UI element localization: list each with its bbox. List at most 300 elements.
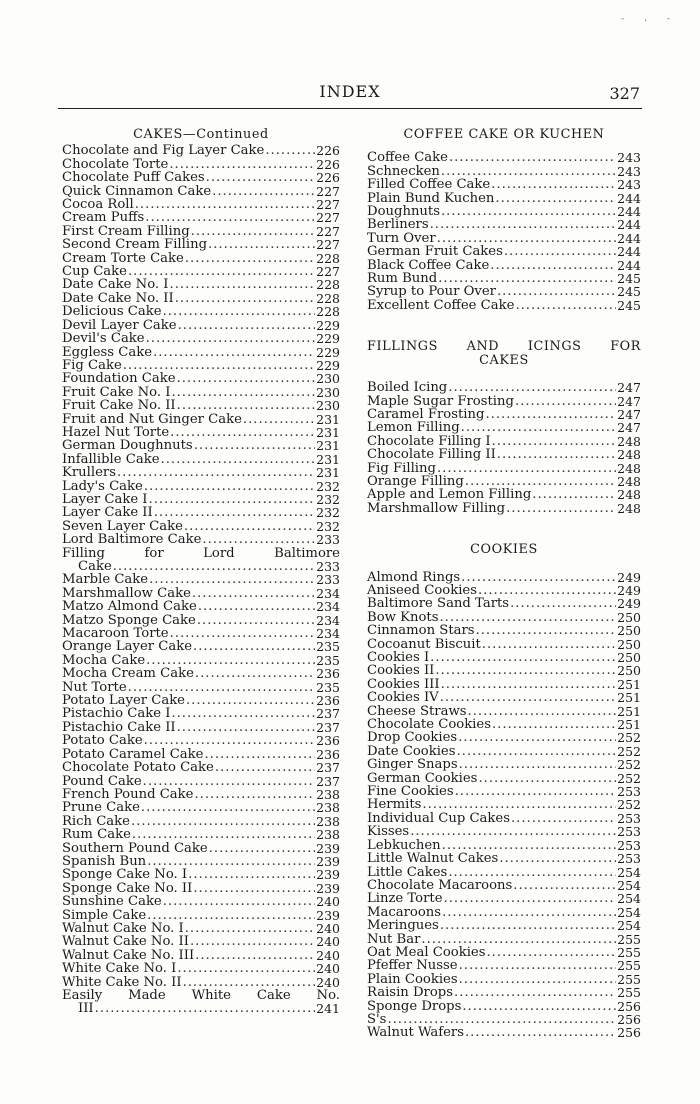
entry-name: Cream Puffs [62, 210, 145, 226]
leader-dots [190, 935, 315, 948]
leader-dots [487, 946, 617, 959]
entry-name: Date Cake No. I [62, 277, 169, 293]
leader-dots [171, 386, 315, 399]
entry-page: 235 [316, 652, 340, 668]
entry-page: 238 [316, 827, 340, 843]
coffee-cake-list [367, 151, 641, 312]
index-entry [62, 252, 340, 265]
index-entry [62, 922, 340, 935]
leader-dots [492, 435, 617, 448]
entry-page: 254 [617, 877, 641, 893]
entry-page: 240 [316, 947, 340, 963]
leader-dots [478, 584, 616, 597]
entry-page: 245 [617, 297, 641, 313]
entry-page: 248 [617, 473, 641, 489]
index-entry [62, 600, 340, 613]
right-column [367, 128, 641, 1040]
index-entry [62, 426, 340, 439]
index-entry [367, 973, 641, 986]
entry-name: Sponge Drops [367, 998, 462, 1014]
leader-dots [243, 413, 315, 426]
leader-dots [437, 462, 616, 475]
entry-name: French Pound Cake [62, 786, 194, 802]
entry-page: 252 [617, 757, 641, 773]
entry-name: Hazel Nut Torte [62, 424, 170, 440]
entry-name: Chocolate and Fig Layer Cake [62, 143, 265, 159]
leader-dots [177, 721, 316, 734]
entry-name: Cookies III [367, 676, 440, 692]
leader-dots [454, 986, 616, 999]
entry-page: 245 [617, 284, 641, 300]
entry-name: Maple Sugar Frosting [367, 393, 514, 409]
entry-page: 244 [617, 257, 641, 273]
entry-page: 237 [316, 773, 340, 789]
list-item-filling-lord-baltimore-cont [62, 560, 340, 573]
entry-name: Rich Cake [62, 813, 130, 829]
entry-name: Chocolate Filling I [367, 433, 491, 449]
index-entry [62, 386, 340, 399]
index-entry [367, 259, 641, 272]
leader-dots [197, 614, 315, 627]
entry-name: Matzo Almond Cake [62, 599, 197, 615]
leader-dots [455, 785, 617, 798]
index-entry [367, 395, 641, 408]
entry-page: 247 [617, 393, 641, 409]
index-entry [62, 144, 340, 157]
index-entry [367, 919, 641, 932]
leader-dots [195, 949, 315, 962]
index-entry [367, 986, 641, 999]
entry-page: 228 [316, 277, 340, 293]
leader-dots [448, 866, 616, 879]
entry-name: Mocha Cake [62, 652, 146, 668]
entry-page: 232 [316, 478, 340, 494]
entry-page: 234 [316, 612, 340, 628]
entry-page: 228 [316, 250, 340, 266]
page-header [60, 80, 640, 104]
leader-dots [178, 319, 316, 332]
leader-dots [510, 597, 616, 610]
leader-dots [154, 506, 315, 519]
leader-dots [135, 198, 315, 211]
entry-name: Turn Over [367, 230, 436, 246]
entry-name: Krullers [62, 465, 116, 481]
leader-dots [149, 573, 315, 586]
index-entry [62, 265, 340, 278]
entry-name: Syrup to Pour Over [367, 284, 496, 300]
leader-dots [441, 205, 616, 218]
entry-name: Marshmallow Cake [62, 585, 191, 601]
entry-name: Cookies I [367, 650, 430, 665]
entry-page: 250 [617, 663, 641, 679]
entry-name: Fine Cookies [367, 784, 454, 800]
leader-dots [438, 272, 616, 285]
entry-name: Aniseed Cookies [367, 582, 477, 598]
entry-page: 255 [617, 971, 641, 987]
entry-page: 243 [617, 150, 641, 166]
leader-dots [131, 815, 315, 828]
index-entry [62, 667, 340, 680]
leader-dots [462, 1000, 616, 1013]
index-entry [367, 475, 641, 488]
entry-name: Second Cream Filling [62, 237, 208, 253]
index-entry [62, 198, 340, 211]
entry-page: 236 [316, 693, 340, 709]
corner-marks: - . - [620, 14, 678, 24]
entry-name: Baltimore Sand Tarts [367, 596, 510, 612]
index-entry [367, 812, 641, 825]
entry-name: Walnut Cake No. III [62, 947, 195, 963]
entry-name: Matzo Sponge Cake [62, 612, 196, 628]
cakes-list [62, 144, 340, 546]
header-rule [58, 108, 642, 109]
leader-dots [177, 962, 315, 975]
leader-dots [490, 259, 616, 272]
entry-page: 227 [316, 210, 340, 226]
entry-name: Chocolate Filling II [367, 447, 496, 463]
index-entry [367, 705, 641, 718]
entry-name: Chocolate Cookies [367, 717, 491, 733]
index-entry [62, 225, 340, 238]
entry-page: 248 [617, 487, 641, 503]
entry-name: Cookies II [367, 663, 435, 679]
entry-page: 226 [316, 156, 340, 172]
entry-name: Chocolate Potato Cake [62, 760, 214, 776]
section-heading-cakes-continued: CAKES—Continued [133, 127, 269, 142]
leader-dots [441, 165, 616, 178]
leader-dots [440, 919, 616, 932]
entry-page: 253 [617, 824, 641, 840]
section-heading-fillings: FILLINGS AND ICINGS FOR [367, 339, 641, 355]
entry-name: Cocoa Roll [62, 197, 134, 213]
leader-dots [513, 879, 616, 892]
list-item-easily-made-white-cake: Easily Made White Cake No. [62, 988, 340, 1003]
entry-name: Rum Cake [62, 827, 131, 843]
entry-name: Cookies IV [367, 690, 439, 706]
entry-page: 240 [316, 961, 340, 977]
entry-page: 253 [617, 810, 641, 826]
entry-page: 231 [316, 465, 340, 481]
entry-page: 251 [617, 690, 641, 706]
index-entry [367, 1026, 641, 1039]
index-entry [62, 721, 340, 734]
entry-name: Devil Layer Cake [62, 317, 177, 333]
index-entry [62, 292, 340, 305]
leader-dots [128, 681, 315, 694]
index-entry [62, 828, 340, 841]
index-entry [367, 798, 641, 811]
entry-name: Walnut Wafers [367, 1025, 464, 1041]
leader-dots [194, 439, 315, 452]
entry-name: Apple and Lemon Filling [367, 487, 532, 503]
entry-page: 231 [316, 411, 340, 427]
entry-name: Potato Cake [62, 733, 143, 749]
entry-name: Drop Cookies [367, 730, 458, 746]
index-entry [367, 664, 641, 677]
index-entry [367, 462, 641, 475]
entry-page: 249 [617, 582, 641, 598]
leader-dots [170, 627, 316, 640]
leader-dots [515, 395, 616, 408]
leader-dots [430, 651, 616, 664]
entry-name: Foundation Cake [62, 371, 176, 387]
entry-page: 255 [617, 944, 641, 960]
entry-page: 234 [316, 585, 340, 601]
cookies-list [367, 571, 641, 1040]
entry-page: 255 [617, 958, 641, 974]
entry-page: 228 [316, 290, 340, 306]
index-entry [62, 707, 340, 720]
section-heading-fillings-cont: CAKES [479, 352, 529, 368]
entry-name: Potato Caramel Cake [62, 746, 204, 762]
leader-dots [188, 868, 315, 881]
leader-dots [147, 855, 315, 868]
entry-name: Cocoanut Biscuit [367, 636, 481, 652]
leader-dots [506, 502, 616, 515]
entry-name: Orange Filling [367, 473, 464, 489]
leader-dots [149, 493, 316, 506]
leader-dots [191, 225, 315, 238]
leader-dots [497, 448, 616, 461]
entry-page: 251 [617, 703, 641, 719]
entry-name: Meringues [367, 918, 439, 934]
entry-name: First Cream Filling [62, 223, 190, 239]
entry-name: Rum Bund [367, 271, 438, 287]
entry-page: 240 [316, 920, 340, 936]
entry-page: 228 [316, 304, 340, 320]
index-entry [62, 533, 340, 546]
index-entry [367, 192, 641, 205]
entry-page: 239 [316, 867, 340, 883]
entry-page: 249 [617, 596, 641, 612]
index-entry [367, 852, 641, 865]
leader-dots [492, 718, 616, 731]
index-entry [62, 480, 340, 493]
leader-dots [468, 705, 617, 718]
leader-dots [117, 466, 315, 479]
entry-page: 239 [316, 853, 340, 869]
entry-name: Schnecken [367, 163, 440, 179]
index-entry [367, 1013, 641, 1026]
entry-page: 233 [316, 572, 340, 588]
entry-page: 233 [316, 532, 340, 548]
index-entry [367, 435, 641, 448]
index-entry [62, 962, 340, 975]
index-entry [367, 502, 641, 515]
index-entry [367, 772, 641, 785]
leader-dots [387, 1013, 616, 1026]
entry-page: 239 [316, 880, 340, 896]
entry-name: Nut Bar [367, 931, 421, 947]
entry-page: 235 [316, 679, 340, 695]
entry-page: 240 [316, 934, 340, 950]
entry-name: Seven Layer Cake [62, 518, 183, 534]
index-entry [62, 842, 340, 855]
index-entry [62, 935, 340, 948]
leader-dots [170, 426, 315, 439]
index-entry [62, 734, 340, 747]
index-entry [367, 381, 641, 394]
entry-page: 226 [316, 170, 340, 186]
entry-page: 239 [316, 907, 340, 923]
index-entry [62, 399, 340, 412]
entry-page: 247 [617, 406, 641, 422]
index-entry [62, 413, 340, 426]
leader-dots [169, 158, 315, 171]
index-entry [367, 272, 641, 285]
leader-dots [147, 909, 315, 922]
index-entry [62, 506, 340, 519]
index-entry [367, 597, 641, 610]
entry-page: 237 [316, 706, 340, 722]
entry-name: Chocolate Puff Cakes [62, 170, 205, 186]
entry-name: Lord Baltimore Cake [62, 532, 202, 548]
entry-name: Individual Cup Cakes [367, 810, 510, 826]
index-entry [367, 718, 641, 731]
entry-name: Lemon Filling [367, 420, 460, 436]
index-entry [367, 205, 641, 218]
entry-page: 229 [316, 317, 340, 333]
index-entry [62, 882, 340, 895]
entry-page: 234 [316, 599, 340, 615]
index-entry [367, 758, 641, 771]
index-entry [62, 640, 340, 653]
index-entry [367, 678, 641, 691]
entry-page: 254 [617, 918, 641, 934]
leader-dots [511, 812, 616, 825]
leader-dots [465, 1026, 616, 1039]
leader-dots [441, 678, 617, 691]
entry-name: Bow Knots [367, 609, 439, 625]
leader-dots [459, 959, 617, 972]
index-entry [367, 245, 641, 258]
left-column [62, 128, 340, 1016]
index-entry [367, 232, 641, 245]
entry-name: Spanish Bun [62, 853, 147, 869]
index-entry [62, 372, 340, 385]
index-entry [62, 493, 340, 506]
leader-dots [183, 976, 316, 989]
entry-name: Date Cake No. II [62, 290, 174, 306]
entry-page: 231 [316, 424, 340, 440]
leader-dots [497, 285, 616, 298]
section-heading-coffee-cake: COFFEE CAKE OR KUCHEN [403, 127, 605, 142]
entry-name: Fruit Cake No. II [62, 398, 176, 414]
leader-dots [442, 839, 616, 852]
leader-dots [146, 654, 315, 667]
leader-dots [430, 218, 617, 231]
leader-dots [421, 933, 616, 946]
entry-page: 238 [316, 800, 340, 816]
entry-page: 227 [316, 183, 340, 199]
entry-page: 252 [617, 730, 641, 746]
leader-dots [448, 381, 616, 394]
index-entry [367, 825, 641, 838]
leader-dots [209, 842, 315, 855]
index-entry [62, 815, 340, 828]
leader-dots [185, 252, 315, 265]
leader-dots [202, 533, 315, 546]
entry-name: Caramel Frosting [367, 406, 485, 422]
entry-page: 253 [617, 784, 641, 800]
leader-dots [499, 852, 616, 865]
entry-name: Layer Cake I [62, 491, 148, 507]
leader-dots [437, 232, 616, 245]
entry-name: Lady's Cake [62, 478, 143, 494]
leader-dots [422, 798, 616, 811]
entry-name: Cup Cake [62, 264, 127, 280]
leader-dots [461, 421, 616, 434]
index-entry [367, 421, 641, 434]
entry-page: 255 [617, 985, 641, 1001]
leader-dots [186, 694, 315, 707]
index-entry [367, 151, 641, 164]
entry-name: Coffee Cake [367, 150, 448, 166]
entry-page: 250 [617, 609, 641, 625]
entry-name: Southern Pound Cake [62, 840, 208, 856]
leader-dots [185, 922, 315, 935]
leader-dots [461, 571, 616, 584]
entry-page: 256 [617, 998, 641, 1014]
index-entry [62, 855, 340, 868]
entry-page: 256 [617, 1025, 641, 1041]
index-entry [62, 694, 340, 707]
entry-page: 247 [617, 420, 641, 436]
index-entry [367, 906, 641, 919]
section-heading-cookies: COOKIES [470, 542, 538, 558]
entry-page: 252 [617, 797, 641, 813]
entry-page: 235 [316, 639, 340, 655]
index-entry [367, 879, 641, 892]
index-entry [367, 651, 641, 664]
entry-page: 243 [617, 163, 641, 179]
entry-page: 244 [617, 190, 641, 206]
entry-name: Walnut Cake No. I [62, 920, 184, 936]
entry-page: 230 [316, 384, 340, 400]
entry-name: German Cookies [367, 770, 478, 786]
index-entry [62, 801, 340, 814]
leader-dots [132, 828, 315, 841]
index-entry [62, 587, 340, 600]
entry-page: 232 [316, 491, 340, 507]
index-entry [367, 691, 641, 704]
entry-name: Nut Torte [62, 679, 127, 695]
entry-page: 252 [617, 743, 641, 759]
entry-page: 238 [316, 813, 340, 829]
entry-name: Boiled Icing [367, 380, 448, 396]
index-entry [367, 165, 641, 178]
index-entry [62, 788, 340, 801]
entry-page: 229 [316, 331, 340, 347]
entry-name: Pistachio Cake I [62, 706, 171, 722]
leader-dots [491, 178, 616, 191]
leader-dots [515, 299, 616, 312]
entry-page: 243 [617, 177, 641, 193]
leader-dots [163, 305, 316, 318]
index-entry [367, 638, 641, 651]
index-entry [367, 866, 641, 879]
entry-name: Plain Cookies [367, 971, 458, 987]
index-entry [62, 332, 340, 345]
entry-page: 236 [316, 666, 340, 682]
entry-page: 254 [617, 891, 641, 907]
entry-name: Simple Cake [62, 907, 147, 923]
leader-dots [177, 399, 315, 412]
entry-name: Infallible Cake [62, 451, 160, 467]
entry-name: Sponge Cake No. I [62, 867, 188, 883]
entry-page: 236 [316, 733, 340, 749]
entry-name: Cake [78, 559, 112, 574]
